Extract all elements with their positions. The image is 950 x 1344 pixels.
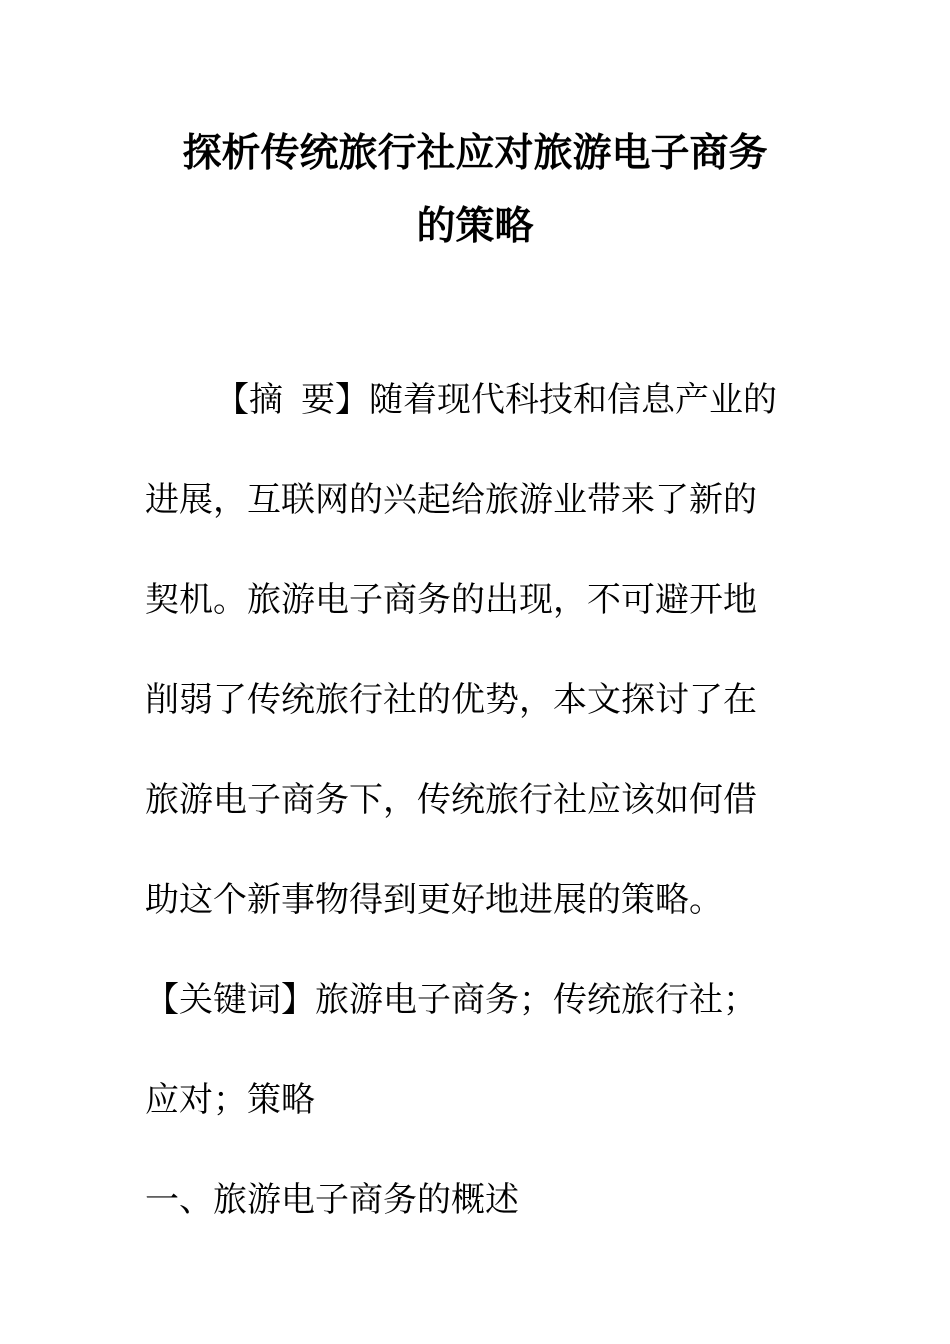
abstract-label-open: 【摘	[215, 380, 283, 420]
section-heading: 一、旅游电子商务的概述	[145, 1180, 519, 1220]
abstract-line-6: 助这个新事物得到更好地进展的策略。	[145, 880, 723, 920]
document-title-line-1: 探析传统旅行社应对旅游电子商务	[182, 131, 768, 176]
document-title-line-2: 的策略	[416, 204, 534, 249]
abstract-line-4: 削弱了传统旅行社的优势，本文探讨了在	[145, 680, 757, 720]
abstract-line-5: 旅游电子商务下，传统旅行社应该如何借	[145, 780, 757, 820]
keywords-line-1	[145, 978, 757, 1022]
abstract-line-3: 契机。旅游电子商务的出现，不可避开地	[145, 580, 757, 620]
abstract-text-1: 随着现代科技和信息产业的	[369, 380, 777, 420]
abstract-label-close: 要】	[301, 380, 369, 420]
abstract-line-1	[215, 378, 777, 422]
keywords-text-1: 旅游电子商务；传统旅行社；	[315, 980, 757, 1020]
keywords-label: 【关键词】	[145, 980, 315, 1020]
abstract-line-2: 进展，互联网的兴起给旅游业带来了新的	[145, 480, 757, 520]
keywords-line-2: 应对；策略	[145, 1080, 315, 1120]
